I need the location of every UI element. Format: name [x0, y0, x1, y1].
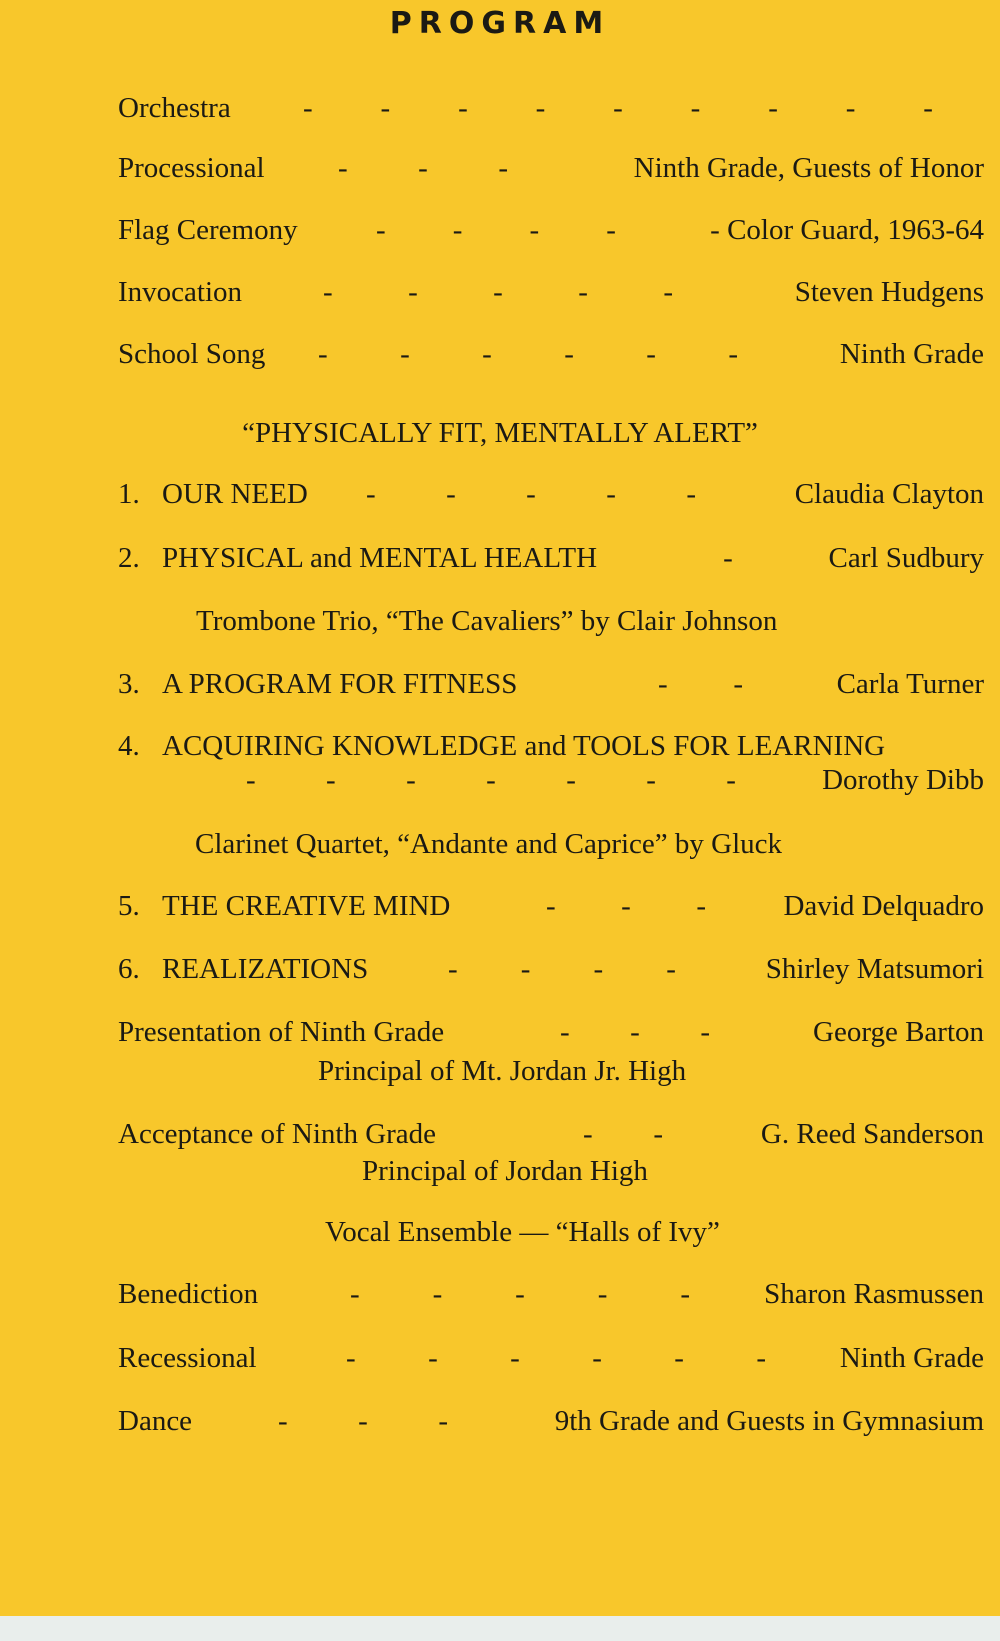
- leader-dash: -: [621, 890, 631, 922]
- program-row-dance: [118, 1405, 984, 1449]
- program-row-recessional: [118, 1342, 984, 1386]
- leader-dash: -: [346, 1342, 356, 1374]
- leader-dash: -: [700, 1016, 710, 1048]
- page-title: PROGRAM: [389, 6, 611, 41]
- leader-dash: -: [358, 1405, 368, 1437]
- talk-row-5: [118, 890, 984, 934]
- leader-dash: -: [674, 1342, 684, 1374]
- talk-number: 5.: [118, 890, 140, 922]
- talk-title: OUR NEED: [162, 478, 308, 510]
- program-theme: “PHYSICALLY FIT, MENTALLY ALERT”: [242, 417, 758, 449]
- row-leader-dashes: [560, 1016, 710, 1049]
- leader-dash: -: [546, 890, 556, 922]
- row-leader-dashes: [658, 668, 743, 701]
- row-leader-dashes: [546, 890, 706, 923]
- leader-dash: -: [326, 764, 336, 796]
- talk-number: 2.: [118, 542, 140, 574]
- leader-dash: -: [646, 338, 656, 370]
- row-label: School Song: [118, 338, 266, 370]
- row-leader-dashes: [350, 1278, 690, 1311]
- row-leader-dashes: [448, 953, 676, 986]
- leader-dash: -: [400, 338, 410, 370]
- leader-dash: -: [593, 953, 604, 985]
- leader-dash: -: [768, 92, 778, 124]
- leader-dash: -: [278, 1405, 288, 1437]
- row-value: Sharon Rasmussen: [764, 1278, 984, 1310]
- acceptance-subtitle: Principal of Jordan High: [362, 1155, 648, 1187]
- talk-speaker: Carla Turner: [836, 668, 984, 700]
- leader-dash: -: [606, 478, 616, 510]
- leader-dash: -: [663, 276, 673, 308]
- leader-dash: -: [323, 276, 333, 308]
- leader-dash: -: [733, 668, 743, 700]
- music-vocal-ensemble: Vocal Ensemble — “Halls of Ivy”: [325, 1216, 720, 1248]
- row-label: Orchestra: [118, 92, 231, 124]
- leader-dash: -: [493, 276, 503, 308]
- talk-title: PHYSICAL and MENTAL HEALTH: [162, 542, 598, 574]
- row-label: Benediction: [118, 1278, 259, 1310]
- row-label: Processional: [118, 152, 265, 184]
- talk-speaker: Carl Sudbury: [828, 542, 984, 574]
- music-trombone-trio: Trombone Trio, “The Cavaliers” by Clair Johnson: [196, 605, 778, 637]
- talk-number: 3.: [118, 668, 140, 700]
- row-leader-dashes: [346, 1342, 766, 1375]
- row-label: Flag Ceremony: [118, 214, 298, 246]
- row-value: Ninth Grade: [839, 338, 984, 370]
- leader-dash: -: [613, 92, 623, 124]
- presentation-row: [118, 1016, 984, 1060]
- leader-dash: -: [303, 92, 313, 124]
- leader-dash: -: [448, 953, 458, 985]
- talk-number: 4.: [118, 730, 140, 762]
- talk-row-4-continued: [118, 764, 984, 808]
- leader-dash: -: [630, 1016, 640, 1048]
- leader-dash: -: [380, 92, 391, 124]
- leader-dash: -: [756, 1342, 766, 1374]
- leader-dash: -: [338, 152, 348, 184]
- talk-title: ACQUIRING KNOWLEDGE and TOOLS FOR LEARNING: [162, 730, 886, 762]
- program-row-processional: [118, 152, 984, 196]
- leader-dash: -: [458, 92, 468, 124]
- talk-speaker: Claudia Clayton: [794, 478, 984, 510]
- talk-number: 6.: [118, 953, 140, 985]
- leader-dash: -: [592, 1342, 602, 1374]
- talk-row-2: [118, 542, 984, 586]
- leader-dash: -: [438, 1405, 448, 1437]
- leader-dash: -: [566, 764, 576, 796]
- row-value: 9th Grade and Guests in Gymnasium: [554, 1405, 984, 1437]
- row-leader-dashes: [366, 478, 696, 511]
- talk-title: THE CREATIVE MIND: [162, 890, 451, 922]
- leader-dash: -: [666, 953, 676, 985]
- leader-dash: -: [428, 1342, 438, 1374]
- leader-dash: -: [529, 214, 540, 246]
- leader-dash: -: [406, 764, 416, 796]
- row-value: Steven Hudgens: [794, 276, 984, 308]
- row-leader-dashes: [338, 152, 508, 185]
- leader-dash: -: [408, 276, 418, 308]
- leader-dash: -: [726, 764, 736, 796]
- leader-dash: -: [686, 478, 696, 510]
- row-leader-dashes: [318, 338, 738, 371]
- leader-dash: -: [526, 478, 536, 510]
- talk-row-1: [118, 478, 984, 522]
- program-row-school-song: [118, 338, 984, 382]
- leader-dash: -: [646, 764, 656, 796]
- leader-dash: -: [560, 1016, 570, 1048]
- leader-dash: -: [564, 338, 574, 370]
- leader-dash: -: [723, 542, 733, 574]
- talk-speaker: Dorothy Dibb: [822, 764, 984, 796]
- program-row-flag-ceremony: [118, 214, 984, 258]
- leader-dash: -: [535, 92, 546, 124]
- leader-dash: -: [520, 953, 531, 985]
- leader-dash: -: [696, 890, 706, 922]
- row-label: Invocation: [118, 276, 243, 308]
- leader-dash: -: [606, 214, 616, 246]
- row-leader-dashes: [246, 764, 736, 797]
- row-leader-dashes: [718, 542, 738, 575]
- leader-dash: -: [498, 152, 508, 184]
- music-clarinet-quartet: Clarinet Quartet, “Andante and Caprice” by Gluck: [195, 828, 783, 860]
- leader-dash: -: [510, 1342, 520, 1374]
- leader-dash: -: [728, 338, 738, 370]
- row-value: G. Reed Sanderson: [760, 1118, 984, 1150]
- row-leader-dashes: [583, 1118, 663, 1151]
- leader-dash: -: [418, 152, 428, 184]
- leader-dash: -: [690, 92, 701, 124]
- row-value: Ninth Grade, Guests of Honor: [633, 152, 984, 184]
- talk-number: 1.: [118, 478, 140, 510]
- leader-dash: -: [350, 1278, 360, 1310]
- leader-dash: -: [653, 1118, 663, 1150]
- program-row-orchestra: [118, 92, 984, 136]
- row-value: - Color Guard, 1963-64: [710, 214, 984, 246]
- row-leader-dashes: [278, 1405, 448, 1438]
- leader-dash: -: [432, 1278, 443, 1310]
- leader-dash: -: [452, 214, 463, 246]
- talk-speaker: David Delquadro: [783, 890, 984, 922]
- scan-margin: [0, 1616, 1000, 1641]
- leader-dash: -: [376, 214, 386, 246]
- leader-dash: -: [366, 478, 376, 510]
- program-row-invocation: [118, 276, 984, 320]
- row-leader-dashes: [323, 276, 673, 309]
- talk-row-3: [118, 668, 984, 712]
- program-row-benediction: [118, 1278, 984, 1322]
- row-label: Presentation of Ninth Grade: [118, 1016, 445, 1048]
- row-label: Acceptance of Ninth Grade: [118, 1118, 437, 1150]
- row-label: Dance: [118, 1405, 193, 1437]
- row-value: Ninth Grade: [839, 1342, 984, 1374]
- row-value: George Barton: [813, 1016, 984, 1048]
- row-leader-dashes: [376, 214, 616, 247]
- talk-title: A PROGRAM FOR FITNESS: [162, 668, 518, 700]
- presentation-subtitle: Principal of Mt. Jordan Jr. High: [318, 1055, 687, 1087]
- leader-dash: -: [318, 338, 328, 370]
- row-label: Recessional: [118, 1342, 257, 1374]
- row-leader-dashes: [303, 92, 933, 125]
- leader-dash: -: [583, 1118, 593, 1150]
- leader-dash: -: [658, 668, 668, 700]
- talk-speaker: Shirley Matsumori: [765, 953, 984, 985]
- leader-dash: -: [597, 1278, 608, 1310]
- leader-dash: -: [680, 1278, 690, 1310]
- talk-row-6: [118, 953, 984, 997]
- leader-dash: -: [482, 338, 492, 370]
- leader-dash: -: [845, 92, 856, 124]
- leader-dash: -: [578, 276, 588, 308]
- leader-dash: -: [486, 764, 496, 796]
- leader-dash: -: [446, 478, 456, 510]
- leader-dash: -: [246, 764, 256, 796]
- talk-title: REALIZATIONS: [162, 953, 369, 985]
- leader-dash: -: [923, 92, 933, 124]
- leader-dash: -: [515, 1278, 525, 1310]
